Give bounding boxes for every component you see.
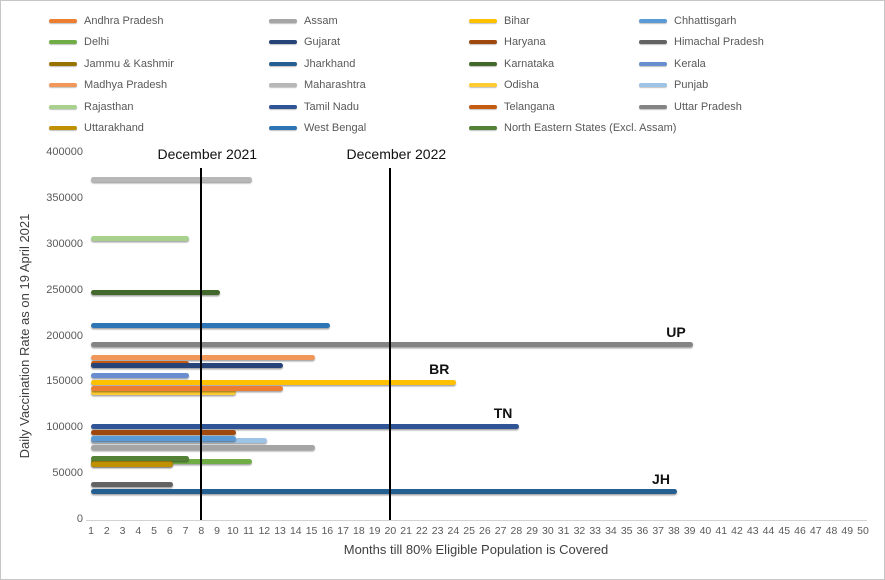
legend	[49, 10, 869, 139]
y-axis-title: Daily Vaccination Rate as on 19 April 2021	[17, 213, 32, 459]
legend-label: Gujarat	[304, 36, 341, 49]
x-tick-label: 37	[652, 525, 665, 537]
x-tick-label: 23	[431, 525, 444, 537]
legend-label: North Eastern States (Excl. Assam)	[504, 122, 677, 135]
bar-callout-uttar-pradesh: UP	[666, 323, 686, 340]
x-tick-label: 14	[289, 525, 302, 537]
annotation-line-december-2022	[389, 168, 391, 520]
bar-maharashtra	[91, 177, 252, 182]
bar-uttarakhand	[91, 462, 173, 467]
legend-line-swatch	[269, 19, 297, 23]
x-tick-label: 13	[274, 525, 286, 537]
legend-item-maharashtra	[269, 75, 469, 97]
annotation-label-december-2021: December 2021	[157, 146, 258, 162]
x-tick-label: 2	[103, 525, 110, 537]
legend-item-odisha	[469, 75, 639, 97]
legend-line-swatch	[269, 62, 297, 66]
x-tick-label: 27	[494, 525, 507, 537]
legend-label: Jharkhand	[304, 57, 356, 70]
legend-item-uttar-pradesh	[639, 96, 869, 118]
legend-line-swatch	[49, 126, 77, 130]
legend-line-swatch	[49, 62, 77, 66]
legend-line-swatch	[469, 62, 497, 66]
bar-jharkhand	[91, 489, 677, 494]
bar-andhra-pradesh	[91, 386, 283, 391]
bar-uttar-pradesh	[91, 342, 693, 347]
y-tick-label: 200000	[46, 329, 83, 342]
x-tick-label: 25	[463, 525, 475, 537]
x-tick-label: 33	[589, 525, 601, 537]
x-tick-label: 16	[321, 525, 334, 537]
x-tick-label: 1	[88, 525, 94, 537]
x-tick-label: 15	[305, 525, 318, 537]
x-tick-label: 34	[605, 525, 617, 537]
bar-bihar	[91, 380, 456, 385]
legend-label: West Bengal	[304, 122, 367, 135]
legend-line-swatch	[469, 40, 497, 44]
x-axis-line	[86, 520, 867, 521]
legend-label: Tamil Nadu	[304, 100, 360, 113]
bar-haryana	[91, 430, 236, 435]
legend-line-swatch	[49, 105, 77, 109]
x-tick-label: 9	[214, 525, 220, 537]
x-tick-label: 8	[198, 525, 205, 537]
legend-item-rajasthan	[49, 96, 269, 118]
x-tick-label: 43	[746, 525, 759, 537]
legend-label: Haryana	[504, 36, 546, 49]
legend-line-swatch	[269, 126, 297, 130]
annotation-label-december-2022: December 2022	[346, 146, 447, 162]
bar-rajasthan	[91, 236, 189, 241]
legend-label: Uttarakhand	[84, 122, 144, 135]
legend-item-uttarakhand	[49, 118, 269, 140]
legend-line-swatch	[639, 19, 667, 23]
x-tick-label: 5	[151, 525, 157, 537]
x-tick-label: 35	[620, 525, 633, 537]
legend-item-bihar	[469, 10, 639, 32]
bar-himachal-pradesh	[91, 482, 173, 487]
legend-item-gujarat	[269, 32, 469, 54]
x-tick-label: 45	[778, 525, 791, 537]
x-tick-label: 31	[557, 525, 570, 537]
y-tick-label: 350000	[46, 191, 83, 204]
legend-item-delhi	[49, 32, 269, 54]
y-tick-label: 400000	[46, 146, 83, 158]
y-tick-label: 250000	[46, 283, 83, 296]
x-tick-label: 7	[182, 525, 189, 537]
bar-west-bengal	[91, 323, 330, 328]
x-tick-label: 50	[857, 525, 869, 537]
x-tick-label: 10	[226, 525, 239, 537]
x-tick-label: 46	[794, 525, 806, 537]
bar-callout-tamil-nadu: TN	[493, 405, 513, 422]
legend-label: Punjab	[674, 79, 709, 92]
x-tick-label: 39	[683, 525, 696, 537]
bar-gujarat	[91, 363, 283, 368]
x-tick-label: 42	[731, 525, 743, 537]
x-tick-label: 22	[416, 525, 428, 537]
y-tick-label: 0	[76, 513, 83, 525]
legend-line-swatch	[269, 83, 297, 87]
legend-item-punjab	[639, 75, 869, 97]
legend-label: Madhya Pradesh	[84, 79, 168, 92]
x-tick-label: 12	[258, 525, 271, 537]
x-tick-label: 26	[479, 525, 491, 537]
legend-label: Delhi	[84, 36, 110, 49]
bar-tamil-nadu	[91, 424, 519, 429]
legend-line-swatch	[639, 105, 667, 109]
x-tick-label: 19	[368, 525, 381, 537]
legend-item-madhya-pradesh	[49, 75, 269, 97]
y-tick-label: 50000	[52, 467, 83, 480]
legend-line-swatch	[469, 126, 497, 130]
legend-item-west-bengal	[269, 118, 469, 140]
legend-item-assam	[269, 10, 469, 32]
legend-item-tamil-nadu	[269, 96, 469, 118]
legend-line-swatch	[639, 40, 667, 44]
bar-madhya-pradesh	[91, 355, 315, 360]
legend-label: Karnataka	[504, 57, 555, 70]
legend-line-swatch	[469, 19, 497, 23]
x-axis-title: Months till 80% Eligible Population is Covered	[343, 542, 609, 557]
legend-line-swatch	[639, 62, 667, 66]
bar-callout-bihar: BR	[429, 361, 450, 378]
legend-label: Assam	[304, 14, 338, 27]
x-tick-label: 20	[384, 525, 397, 537]
x-tick-label: 44	[762, 525, 775, 537]
legend-label: Odisha	[504, 79, 539, 92]
legend-line-swatch	[469, 83, 497, 87]
bar-kerala	[91, 373, 189, 378]
legend-label: Rajasthan	[84, 100, 134, 113]
x-tick-label: 40	[699, 525, 712, 537]
x-tick-label: 32	[573, 525, 586, 537]
x-tick-label: 11	[243, 525, 254, 537]
y-tick-label: 150000	[46, 375, 83, 388]
legend-line-swatch	[49, 40, 77, 44]
x-tick-label: 41	[715, 525, 728, 537]
legend-item-jammu-kashmir	[49, 53, 269, 75]
legend-line-swatch	[269, 40, 297, 44]
bar-callout-jharkhand: JH	[652, 470, 670, 487]
annotation-line-december-2021	[200, 168, 202, 520]
y-tick-label: 300000	[46, 237, 83, 250]
legend-label: Bihar	[504, 14, 530, 27]
x-tick-label: 21	[400, 525, 412, 537]
legend-item-andhra-pradesh	[49, 10, 269, 32]
x-tick-label: 6	[166, 525, 173, 537]
legend-item-telangana	[469, 96, 639, 118]
legend-line-swatch	[469, 105, 497, 109]
x-tick-label: 47	[809, 525, 822, 537]
x-tick-label: 30	[542, 525, 554, 537]
x-tick-label: 24	[447, 525, 460, 537]
legend-label: Jammu & Kashmir	[84, 57, 174, 70]
legend-label: Chhattisgarh	[674, 14, 737, 27]
x-tick-label: 36	[636, 525, 649, 537]
legend-item-chhattisgarh	[639, 10, 869, 32]
legend-label: Himachal Pradesh	[674, 36, 764, 49]
bar-chhattisgarh	[91, 436, 236, 441]
legend-label: Kerala	[674, 57, 706, 70]
legend-item-himachal-pradesh	[639, 32, 869, 54]
legend-line-swatch	[269, 105, 297, 109]
x-tick-label: 18	[352, 525, 365, 537]
legend-label: Andhra Pradesh	[84, 14, 164, 27]
legend-label: Telangana	[504, 100, 555, 113]
x-tick-label: 49	[841, 525, 854, 537]
legend-item-north-eastern-states-excl-assam	[469, 118, 677, 140]
legend-line-swatch	[639, 83, 667, 87]
legend-item-kerala	[639, 53, 869, 75]
legend-label: Maharashtra	[304, 79, 366, 92]
x-tick-label: 29	[526, 525, 538, 537]
legend-item-karnataka	[469, 53, 639, 75]
x-tick-label: 17	[337, 525, 349, 537]
legend-label: Uttar Pradesh	[674, 100, 742, 113]
x-tick-label: 48	[825, 525, 838, 537]
x-tick-label: 38	[668, 525, 680, 537]
legend-item-jharkhand	[269, 53, 469, 75]
x-tick-label: 28	[510, 525, 523, 537]
legend-line-swatch	[49, 19, 77, 23]
x-tick-label: 4	[135, 525, 142, 537]
x-tick-label: 3	[119, 525, 126, 537]
plot-area	[89, 146, 863, 520]
bar-assam	[91, 445, 315, 450]
legend-line-swatch	[49, 83, 77, 87]
legend-item-haryana	[469, 32, 639, 54]
y-tick-label: 100000	[46, 421, 83, 434]
